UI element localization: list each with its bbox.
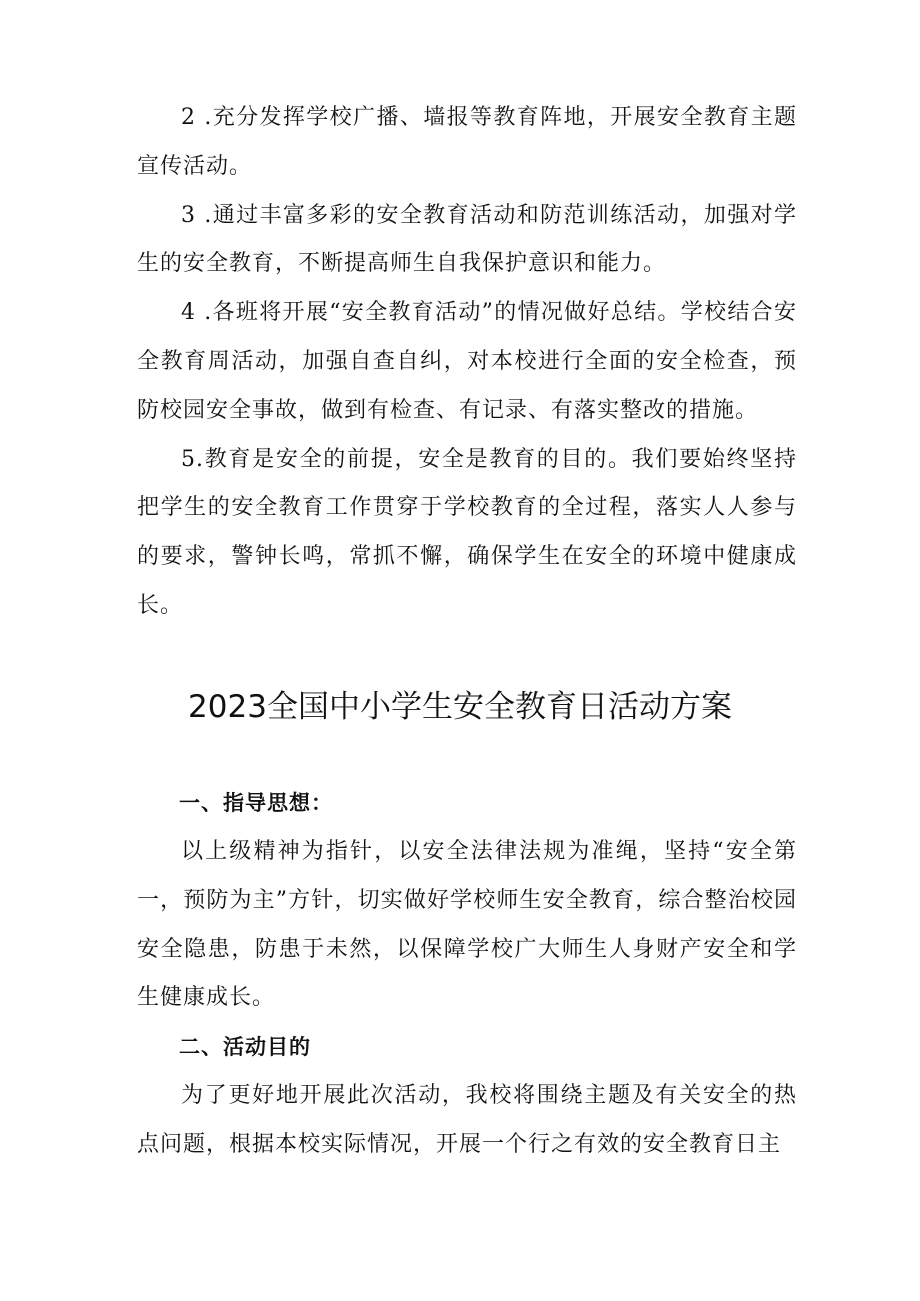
list-item-5: 5.教育是安全的前提，安全是教育的目的。我们要始终坚持把学生的安全教育工作贯穿于学校教育的全过程，落实人人参与的要求，警钟长鸣，常抓不懈，确保学生在安全的环境中健康成长。 [137,446,797,618]
document-title: 2023全国中小学生安全教育日活动方案 [188,689,732,725]
section-body-guiding-ideology: 以上级精神为指针，以安全法律法规为准绳，坚持“安全第一，预防为主”方针，切实做好学校师生安全教育，综合整治校园安全隐患，防患于未然，以保障学校广大师生人身财产安全和学生健康成长。 [137,839,797,1011]
section-heading-activity-purpose: 二、活动目的 [179,1035,311,1060]
section-body-activity-purpose: 为了更好地开展此次活动，我校将围绕主题及有关安全的热点问题，根据本校实际情况，开展一个行之有效的安全教育日主 [137,1083,797,1157]
section-heading-guiding-ideology: 一、指导思想： [179,791,333,815]
list-item-3: 3 .通过丰富多彩的安全教育活动和防范训练活动，加强对学生的安全教育，不断提高师生自我保护意识和能力。 [137,202,797,277]
list-item-2: 2 .充分发挥学校广播、墙报等教育阵地，开展安全教育主题宣传活动。 [137,105,797,179]
list-item-4: 4 .各班将开展“安全教育活动”的情况做好总结。学校结合安全教育周活动，加强自查自纠，对本校进行全面的安全检查，预防校园安全事故，做到有检查、有记录、有落实整改的措施。 [137,300,797,423]
measures-list [137,94,797,631]
plan-sections [137,779,797,1170]
